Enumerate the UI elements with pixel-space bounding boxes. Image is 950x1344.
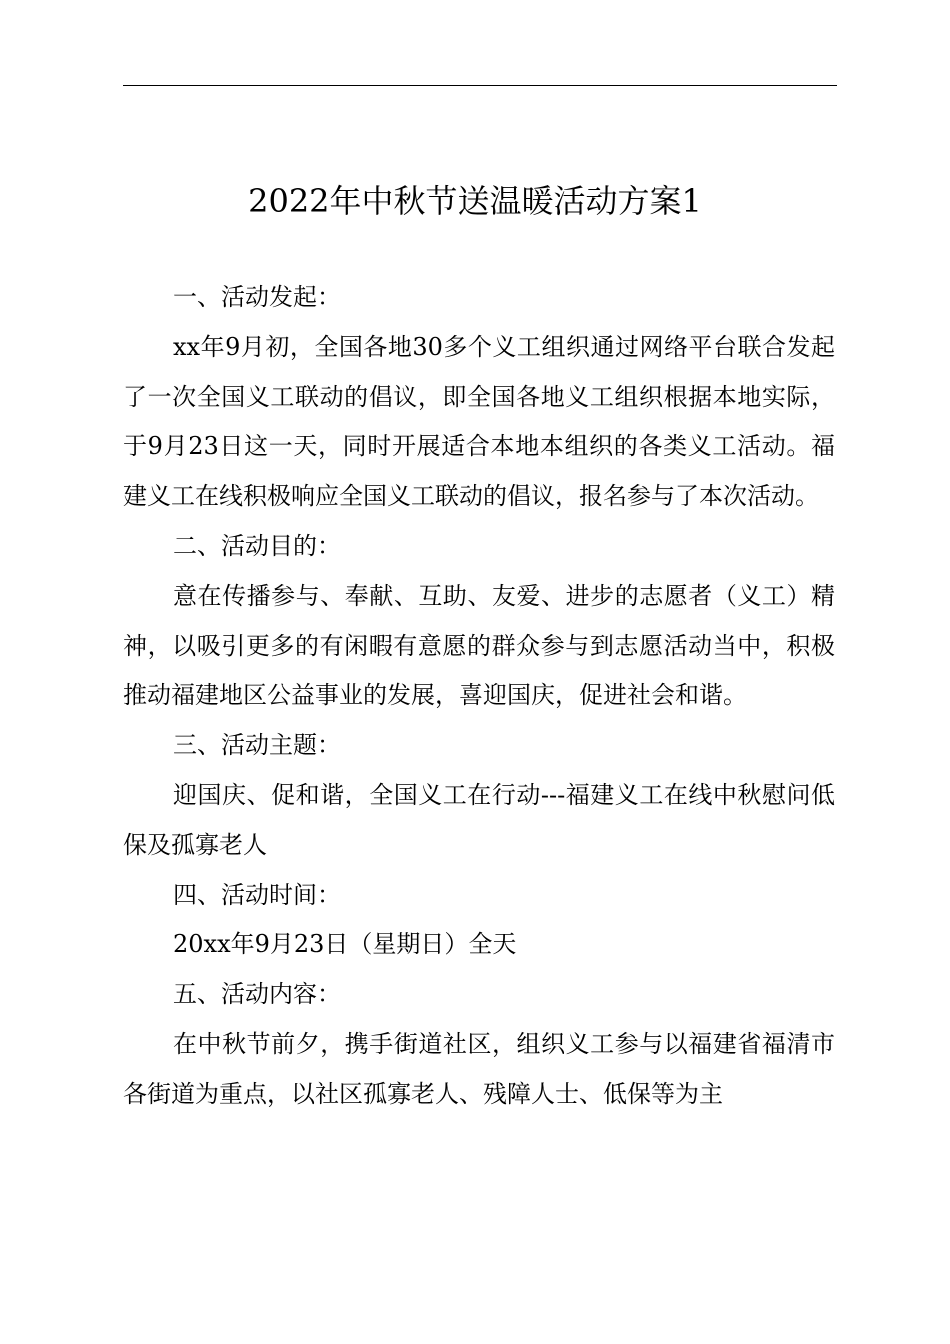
document-body [123,273,835,1120]
section-heading: 四、活动时间： [173,880,341,909]
section-heading: 三、活动主题： [173,731,341,760]
document-title: 2022年中秋节送温暖活动方案1 [248,182,702,220]
section-heading: 五、活动内容： [173,980,341,1009]
section-heading: 二、活动目的： [173,531,341,560]
header-rule [123,85,837,86]
paragraph: 在中秋节前夕，携手街道社区，组织义工参与以福建省福清市各街道为重点，以社区孤寡老人、残障人士、低保等为主 [123,1029,835,1108]
paragraph: 迎国庆、促和谐，全国义工在行动---福建义工在线中秋慰问低保及孤寡老人 [123,780,835,859]
paragraph: 意在传播参与、奉献、互助、友爱、进步的志愿者（义工）精神，以吸引更多的有闲暇有意愿的群众参与到志愿活动当中，积极推动福建地区公益事业的发展，喜迎国庆，促进社会和谐。 [123,581,835,710]
section-heading: 一、活动发起： [173,283,341,311]
paragraph: 20xx年9月23日（星期日）全天 [173,930,517,959]
paragraph: xx年9月初，全国各地30多个义工组织通过网络平台联合发起了一次全国义工联动的倡议，即全国各地义工组织根据本地实际，于9月23日这一天，同时开展适合本地本组织的各类义工活动。福建义工在线积极响应全国义工联动的倡议，报名参与了本次活动。 [123,332,835,511]
